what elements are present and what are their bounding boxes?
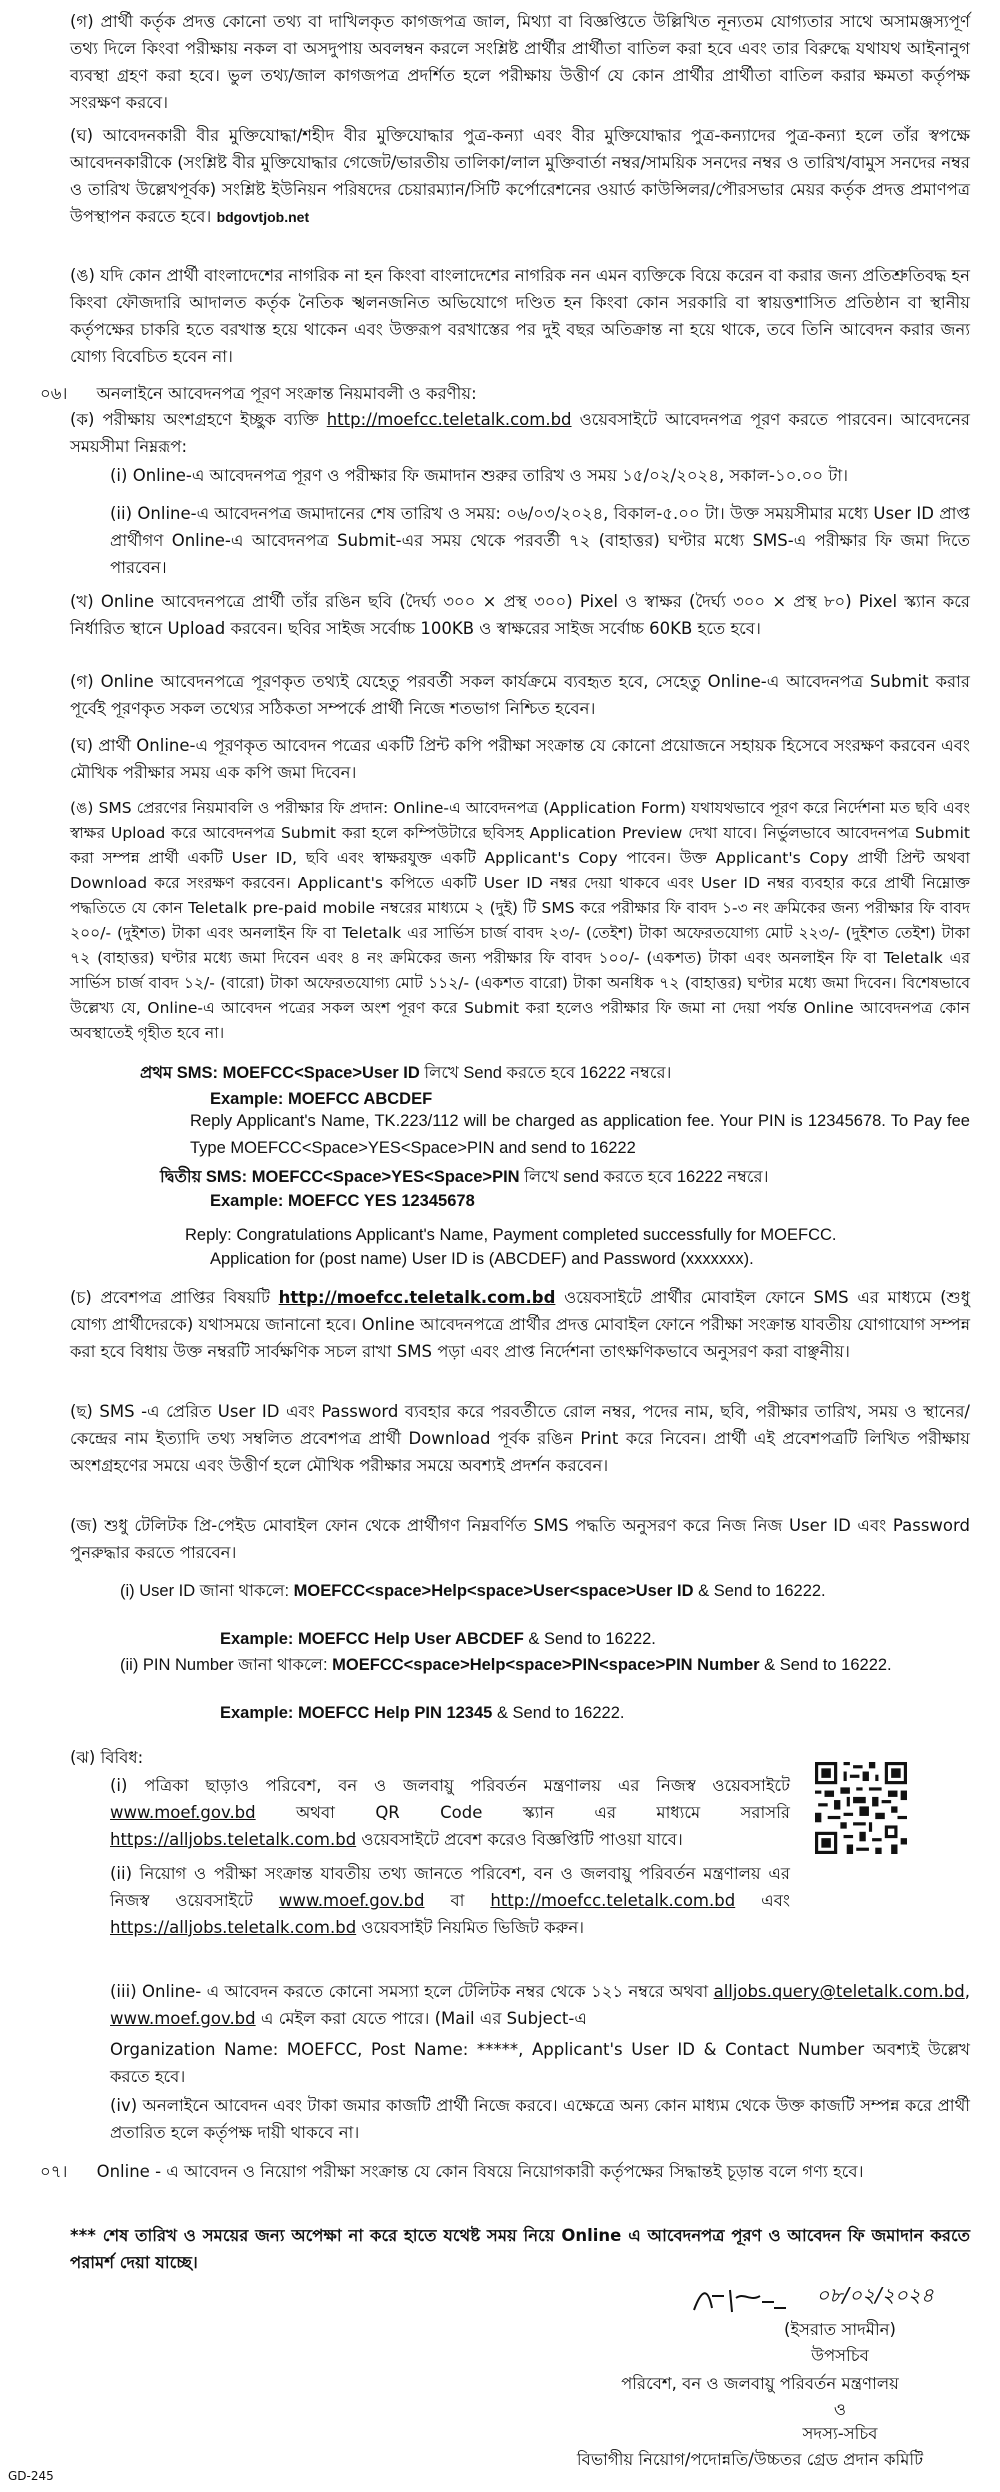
- signatory-role: সদস্য-সচিব: [802, 2424, 878, 2443]
- misc-iii-subject: [110, 2036, 970, 2090]
- section-06-number: ০৬।: [40, 384, 68, 403]
- admit-card-link[interactable]: http://moefcc.teletalk.com.bd: [278, 1288, 556, 1307]
- sms-1: [140, 1060, 970, 1087]
- misc-iv: [110, 2092, 970, 2146]
- sms-1-command: MOEFCC<Space>User ID: [222, 1064, 420, 1082]
- clause-06-ka-text-2: ওয়েবসাইটে আবেদনপত্র পূরণ করতে পারবেন। আবেদনের সময়সীমা নিম্নরূপ:: [70, 410, 971, 456]
- clause-06-ga: [70, 668, 970, 722]
- qr-code-icon[interactable]: [815, 1762, 907, 1854]
- clause-06-kha-text: (খ) Online আবেদনপত্রে প্রার্থী তাঁর রঙিন ছবি (দৈর্ঘ্য ৩০০ × প্রস্থ ৩০০) Pixel ও স্বাক্ষর (দৈর্ঘ্য ৩০০ × প্রস্থ ৮০) Pixel স্ক্যান করে নির্ধারিত স্থানে Upload করবেন। ছবির সাইজ সর্বোচ্চ 100KB ও স্বাক্ষরের সাইজ সর্বোচ্চ 60KB হতে হবে।: [70, 592, 970, 638]
- recover-user-id: [120, 1578, 970, 1605]
- recover-pin-label: (ii) PIN Number জানা থাকলে:: [120, 1656, 328, 1674]
- clause-ga: [70, 8, 970, 116]
- clause-06-uma: [70, 796, 970, 1046]
- recover-user-id-label: (i) User ID জানা থাকলে:: [120, 1582, 290, 1600]
- recover-pin-example: [220, 1700, 920, 1727]
- signatory-ministry: পরিবেশ, বন ও জলবায়ু পরিবর্তন মন্ত্রণালয়: [621, 2374, 899, 2393]
- clause-uma-text: (ঙ) যদি কোন প্রার্থী বাংলাদেশের নাগরিক না হন কিংবা বাংলাদেশের নাগরিক নন এমন ব্যক্তিকে বিয়ে করেন বা করার জন্য প্রতিশ্রুতিবদ্ধ হন কিংবা ফৌজদারি আদালত কর্তৃক নৈতিক স্খলনজনিত অভিযোগে দণ্ডিত হন কিংবা কোন সরকারি বা স্বায়ত্তশাসিত প্রতিষ্ঠান বা স্থানীয় কর্তৃপক্ষের চাকরি হতে বরখাস্ত হয়ে থাকেন এবং উক্তরূপ বরখাস্তের পর দুই বছর অতিক্রান্ত না হয়ে থাকে, তবে তিনি আবেদন করার জন্য যোগ্য বিবেচিত হবেন না।: [70, 266, 970, 366]
- misc-iv-text: (iv) অনলাইনে আবেদন এবং টাকা জমার কাজটি প্রার্থী নিজে করবে। এক্ষেত্রে অন্য কোন মাধ্যম থেকে উক্ত কাজটি সম্পন্ন করে প্রার্থী প্রতারিত হলে কর্তৃপক্ষ দায়ী থাকবে না।: [110, 2096, 970, 2142]
- sms-1-example: Example: MOEFCC ABCDEF: [210, 1090, 433, 1108]
- misc-i-text-3: ওয়েবসাইটে প্রবেশ করেও বিজ্ঞপ্তিটি পাওয়া যাবে।: [361, 1830, 683, 1849]
- clause-06-chha-text: (ছ) SMS -এ প্রেরিত User ID এবং Password ব্যবহার করে পরবর্তীতে রোল নম্বর, পদের নাম, ছবি, পরীক্ষার তারিখ, সময় ও স্থানের/কেন্দ্রের নাম ইত্যাদি তথ্য সম্বলিত প্রবেশপত্র প্রার্থী Download পূর্বক রঙিন Print করে নিবেন। প্রার্থী এই প্রবেশপত্রটি লিখিত পরীক্ষায় অংশগ্রহণের সময়ে এবং উত্তীর্ণ হলে মৌখিক পরীক্ষার সময়ে অবশ্যই প্রদর্শন করবেন।: [70, 1402, 970, 1475]
- recover-user-id-example: [220, 1626, 920, 1653]
- misc-ii-text: (ii) নিয়োগ ও পরীক্ষা সংক্রান্ত যাবতীয় তথ্য জানতে পরিবেশ, বন ও জলবায়ু পরিবর্তন মন্ত্রণালয় এর নিজস্ব ওয়েবসাইটে: [110, 1864, 790, 1910]
- clause-06-gha-text: (ঘ) প্রার্থী Online-এ পূরণকৃত আবেদন পত্রের একটি প্রিন্ট কপি পরীক্ষা সংক্রান্ত যে কোনো প্রয়োজনে সহায়ক হিসেবে সংরক্ষণ করবেন এবং মৌখিক পরীক্ষার সময় এক কপি জমা দিবেন।: [70, 736, 970, 782]
- section-06-title: অনলাইনে আবেদনপত্র পূরণ সংক্রান্ত নিয়মাবলী ও করণীয়:: [96, 384, 477, 403]
- clause-06-ga-text: (গ) Online আবেদনপত্রে পূরণকৃত তথ্যই যেহেতু পরবর্তী সকল কার্যক্রমে ব্যবহৃত হবে, সেহেতু Online-এ আবেদনপত্র Submit করার পূর্বেই পূরণকৃত সকল তথ্যের সঠিকতা সম্পর্কে প্রার্থী নিজে শতভাগ নিশ্চিত হবেন।: [70, 672, 970, 718]
- clause-ga-text: (গ) প্রার্থী কর্তৃক প্রদত্ত কোনো তথ্য বা দাখিলকৃত কাগজপত্র জাল, মিথ্যা বা বিজ্ঞপ্তিতে উল্লিখিত নূন্যতম যোগ্যতার সাথে অসামঞ্জস্যপূর্ণ তথ্য দিলে কিংবা পরীক্ষায় নকল বা অসদুপায় অবলম্বন করলে সংশ্লিষ্ট প্রার্থীর প্রার্থীতা বাতিল করা হবে এবং তার বিরুদ্ধে যথাযথ আইনানুগ ব্যবস্থা গ্রহণ করা হবে। ভুল তথ্য/জাল কাগজপত্র প্রদর্শিত হলে পরীক্ষায় উত্তীর্ণ যে কোন প্রার্থীর প্রার্থীতা বাতিল করার ক্ষমতা কর্তৃপক্ষ সংরক্ষণ করবে।: [70, 12, 970, 112]
- clause-uma: [70, 262, 970, 370]
- moef-link-3[interactable]: www.moef.gov.bd: [110, 2009, 256, 2028]
- clause-06-cha: [70, 1284, 970, 1365]
- footer-code: GD-245: [8, 2469, 54, 2483]
- recover-user-id-example-send: & Send to 16222.: [528, 1630, 656, 1648]
- sms-2-label: দ্বিতীয় SMS:: [160, 1168, 248, 1186]
- misc-i-text: (i) পত্রিকা ছাড়াও পরিবেশ, বন ও জলবায়ু পরিবর্তন মন্ত্রণালয় এর নিজস্ব ওয়েবসাইটে: [110, 1776, 790, 1795]
- misc-ii-text-3: এবং: [761, 1891, 790, 1910]
- alljobs-link-2[interactable]: https://alljobs.teletalk.com.bd: [110, 1918, 357, 1937]
- misc-ii-text-2: বা: [450, 1891, 465, 1910]
- misc-ii: [110, 1860, 790, 1941]
- misc-i: [110, 1772, 790, 1853]
- recover-pin: [120, 1652, 970, 1679]
- clause-06-gha: [70, 732, 970, 786]
- clause-06-kha: [70, 588, 970, 642]
- clause-06-cha-text-2: ওয়েবসাইটে প্রার্থীর মোবাইল ফোনে SMS এর মাধ্যমে (শুধু যোগ্য প্রার্থীদেরকে) যথাসময়ে জানানো হবে। Online আবেদনপত্রে প্রার্থীর প্রদত্ত মোবাইল ফোনে পরীক্ষা সংক্রান্ত যাবতীয় যোগাযোগ সম্পন্ন করা হবে বিধায় উক্ত নম্বরটি সার্বক্ষণিক সচল রাখা SMS পড়া এবং প্রাপ্ত নির্দেশনা তাৎক্ষণিকভাবে অনুসরণ করা বাঞ্ছনীয়।: [70, 1288, 970, 1361]
- clause-06-cha-text: (চ) প্রবেশপত্র প্রাপ্তির বিষয়টি: [70, 1288, 270, 1307]
- clause-gha-text: (ঘ) আবেদনকারী বীর মুক্তিযোদ্ধা/শহীদ বীর মুক্তিযোদ্ধার পুত্র-কন্যা এবং বীর মুক্তিযোদ্ধার পুত্র-কন্যাদের পুত্র-কন্যা হলে তাঁর স্বপক্ষে আবেদনকারীকে (সংশ্লিষ্ট বীর মুক্তিযোদ্ধার গেজেট/ভারতীয় তালিকা/লাল মুক্তিবার্তা নম্বর/সাময়িক সনদের নম্বর ও তারিখ/বামুস সনদের নম্বর ও তারিখ উল্লেখপূর্বক) সংশ্লিষ্ট ইউনিয়ন পরিষদের চেয়ারম্যান/সিটি কর্পোরেশনের ওয়ার্ড কাউন্সিলর/পৌরসভার মেয়র কর্তৃক প্রদত্ত প্রমাণপত্র উপস্থাপন করতে হবে।: [70, 126, 970, 226]
- sms-1-instruction: লিখে Send করতে হবে 16222 নম্বরে।: [424, 1064, 672, 1082]
- section-07: [40, 2158, 970, 2185]
- clause-06-jha: (ঝ) বিবিধ:: [70, 1748, 144, 1767]
- closing-advice: *** শেষ তারিখ ও সময়ের জন্য অপেক্ষা না করে হাতে যথেষ্ট সময় নিয়ে Online এ আবেদনপত্র পূরণ ও আবেদন ফি জমাদান করতে পরামর্শ দেয়া যাচ্ছে।: [70, 2226, 970, 2272]
- watermark-text: bdgovtjob.net: [216, 209, 310, 225]
- sms-2: [160, 1164, 970, 1191]
- recover-pin-command: MOEFCC<space>Help<space>PIN<space>PIN Number: [332, 1656, 760, 1674]
- recover-pin-example-text: Example: MOEFCC Help PIN 12345: [220, 1704, 493, 1722]
- clause-06-ja: [70, 1512, 970, 1566]
- recover-user-id-command: MOEFCC<space>Help<space>User<space>User ID: [293, 1582, 694, 1600]
- clause-06-uma-text: (ঙ) SMS প্রেরণের নিয়মাবলি ও পরীক্ষার ফি প্রদান: Online-এ আবেদনপত্র (Application Form) যথাযথভাবে পূরণ করে নির্দেশনা মত ছবি এবং স্বাক্ষর Upload করে আবেদনপত্র Submit করা হলে কম্পিউটারে ছবিসহ Application Preview দেখা যাবে। নির্ভুলভাবে আবেদনপত্র Submit করা সম্পন্ন প্রার্থী একটি User ID, ছবি এবং স্বাক্ষরযুক্ত একটি Applicant's Copy পাবেন। উক্ত Applicant's Copy প্রার্থী প্রিন্ট অথবা Download করে সংরক্ষণ করবেন। Applicant's কপিতে একটি User ID নম্বর দেয়া থাকবে এবং User ID নম্বর ব্যবহার করে প্রার্থী নিম্নোক্ত পদ্ধতিতে যে কোন Teletalk pre-paid mobile নম্বরের মাধ্যমে ২ (দুই) টি SMS করে পরীক্ষার ফি বাবদ ১-৩ নং ক্রমিকের জন্য পরীক্ষার ফি বাবদ ২০০/- (দুইশত) টাকা এবং অনলাইন ফি বা Teletalk এর সার্ভিস চার্জ বাবদ ২৩/- (তেইশ) টাকা অফেরতযোগ্য মোট ২২৩/- (দুইশত তেইশ) টাকা ৭২ (বাহাত্তর) ঘণ্টার মধ্যে জমা দিবেন এবং ৪ নং ক্রমিকের জন্য পরীক্ষার ফি বাবদ ১০০/- (একশত) টাকা এবং অনলাইন ফি বা Teletalk এর সার্ভিস চার্জ বাবদ ১২/- (বারো) টাকা অফেরতযোগ্য মোট ১১২/- (একশত বারো) টাকা অনধিক ৭২ (বাহাত্তর) ঘণ্টার মধ্যে জমা দিবেন। বিশেষভাবে উল্লেখ্য যে, Online-এ আবেদন পত্রের সকল অংশ পূরণ করে Submit করা হলেও পরীক্ষার ফি জমা না দেয়া পর্যন্ত Online আবেদনপত্র কোন অবস্থাতেই গৃহীত হবে না।: [70, 799, 970, 1042]
- misc-i-text-2: অথবা QR Code স্ক্যান এর মাধ্যমে সরাসরি: [296, 1803, 790, 1822]
- signatory-name: (ইসরাত সাদমীন): [784, 2320, 896, 2339]
- teletalk-link-2[interactable]: http://moefcc.teletalk.com.bd: [490, 1891, 736, 1910]
- clause-06-ka-text: (ক) পরীক্ষায় অংশগ্রহণে ইচ্ছুক ব্যক্তি: [70, 410, 319, 429]
- sms-2-example: Example: MOEFCC YES 12345678: [210, 1192, 475, 1210]
- clause-06-chha: [70, 1398, 970, 1479]
- recover-user-id-send: & Send to 16222.: [698, 1582, 826, 1600]
- signatory-designation: উপসচিব: [811, 2346, 869, 2365]
- misc-iii-text-2: এ মেইল করা যেতে পারে। (Mail এর Subject-এ: [260, 2009, 587, 2028]
- sms-1-label: প্রথম SMS:: [140, 1064, 218, 1082]
- clause-06-ka-ii: [110, 500, 970, 581]
- recover-pin-example-send: & Send to 16222.: [496, 1704, 625, 1722]
- start-date-text: (i) Online-এ আবেদনপত্র পূরণ ও পরীক্ষার ফি জমাদান শুরুর তারিখ ও সময় ১৫/০২/২০২৪, সকাল-১০.০০ টা।: [110, 466, 849, 485]
- teletalk-link[interactable]: http://moefcc.teletalk.com.bd: [326, 410, 572, 429]
- sms-2-reply-line-1: Reply: Congratulations Applicant's Name, Payment completed successfully for MOEFCC.: [185, 1226, 837, 1244]
- moef-link-2[interactable]: www.moef.gov.bd: [278, 1891, 425, 1910]
- clause-06-ka-i: [110, 462, 970, 489]
- misc-iii-text: (iii) Online- এ আবেদন করতে কোনো সমস্যা হলে টেলিটক নম্বর থেকে ১২১ নম্বরে অথবা: [110, 1982, 709, 2001]
- sms-2-instruction: লিখে send করতে হবে 16222 নম্বরে।: [524, 1168, 769, 1186]
- section-07-number: ০৭।: [40, 2162, 68, 2181]
- sms-1-reply: Reply Applicant's Name, TK.223/112 will be charged as application fee. Your PIN is 12345678. To Pay fee Type MOEFCC<Space>YES<Space>PIN and send to 16222: [190, 1112, 970, 1157]
- section-06-heading: [40, 380, 970, 407]
- clause-06-ja-text: (জ) শুধু টেলিটক প্রি-পেইড মোবাইল ফোন থেকে প্রার্থীগণ নিম্নবর্ণিত SMS পদ্ধতি অনুসরণ করে নিজ নিজ User ID এবং Password পুনরুদ্ধার করতে পারবেন।: [70, 1516, 970, 1562]
- misc-iii-subject-text: Organization Name: MOEFCC, Post Name: *****, Applicant's User ID & Contact Number অবশ্যই উল্লেখ করতে হবে।: [110, 2040, 970, 2086]
- recover-pin-send: & Send to 16222.: [764, 1656, 892, 1674]
- signatory-and: ও: [833, 2400, 847, 2419]
- signatory-committee: বিভাগীয় নিয়োগ/পদোন্নতি/উচ্চতর গ্রেড প্রদান কমিটি: [576, 2450, 924, 2469]
- section-07-text: Online - এ আবেদন ও নিয়োগ পরীক্ষা সংক্রান্ত যে কোন বিষয়ে নিয়োগকারী কর্তৃপক্ষের সিদ্ধান্তই চূড়ান্ত বলে গণ্য হবে।: [96, 2162, 864, 2181]
- misc-ii-text-4: ওয়েবসাইট নিয়মিত ভিজিট করুন।: [361, 1918, 585, 1937]
- moef-link[interactable]: www.moef.gov.bd: [110, 1803, 256, 1822]
- deadline-text: (ii) Online-এ আবেদনপত্র জমাদানের শেষ তারিখ ও সময়: ০৬/০৩/২০২৪, বিকাল-৫.০০ টা। উক্ত সময়সীমার মধ্যে User ID প্রাপ্ত প্রার্থীগণ Online-এ আবেদনপত্র Submit-এর সময় থেকে পরবর্তী ৭২ (বাহাত্তর) ঘণ্টার মধ্যে SMS-এ পরীক্ষার ফি জমা দিতে পারবেন।: [110, 504, 970, 577]
- query-email-link[interactable]: alljobs.query@teletalk.com.bd: [713, 1982, 965, 2001]
- recover-user-id-example-text: Example: MOEFCC Help User ABCDEF: [220, 1630, 524, 1648]
- sms-2-reply-line-2: Application for (post name) User ID is (ABCDEF) and Password (xxxxxxx).: [210, 1250, 754, 1268]
- misc-iii: (iii) Online- এ আবেদন করতে কোনো সমস্যা হলে টেলিটক নম্বর থেকে ১২১ নম্বরে অথবা alljobs.query@teletalk.com.bd, www.moef.gov.bd এ মেইল করা যেতে পারে। (Mail এর Subject-এ: [110, 1982, 970, 2028]
- clause-06-ka: [70, 406, 970, 460]
- clause-gha: [70, 122, 970, 231]
- signature-date: ০৮/০২/২০২৪: [816, 2283, 934, 2307]
- sms-2-command: MOEFCC<Space>YES<Space>PIN: [251, 1168, 520, 1186]
- alljobs-link[interactable]: https://alljobs.teletalk.com.bd: [110, 1830, 357, 1849]
